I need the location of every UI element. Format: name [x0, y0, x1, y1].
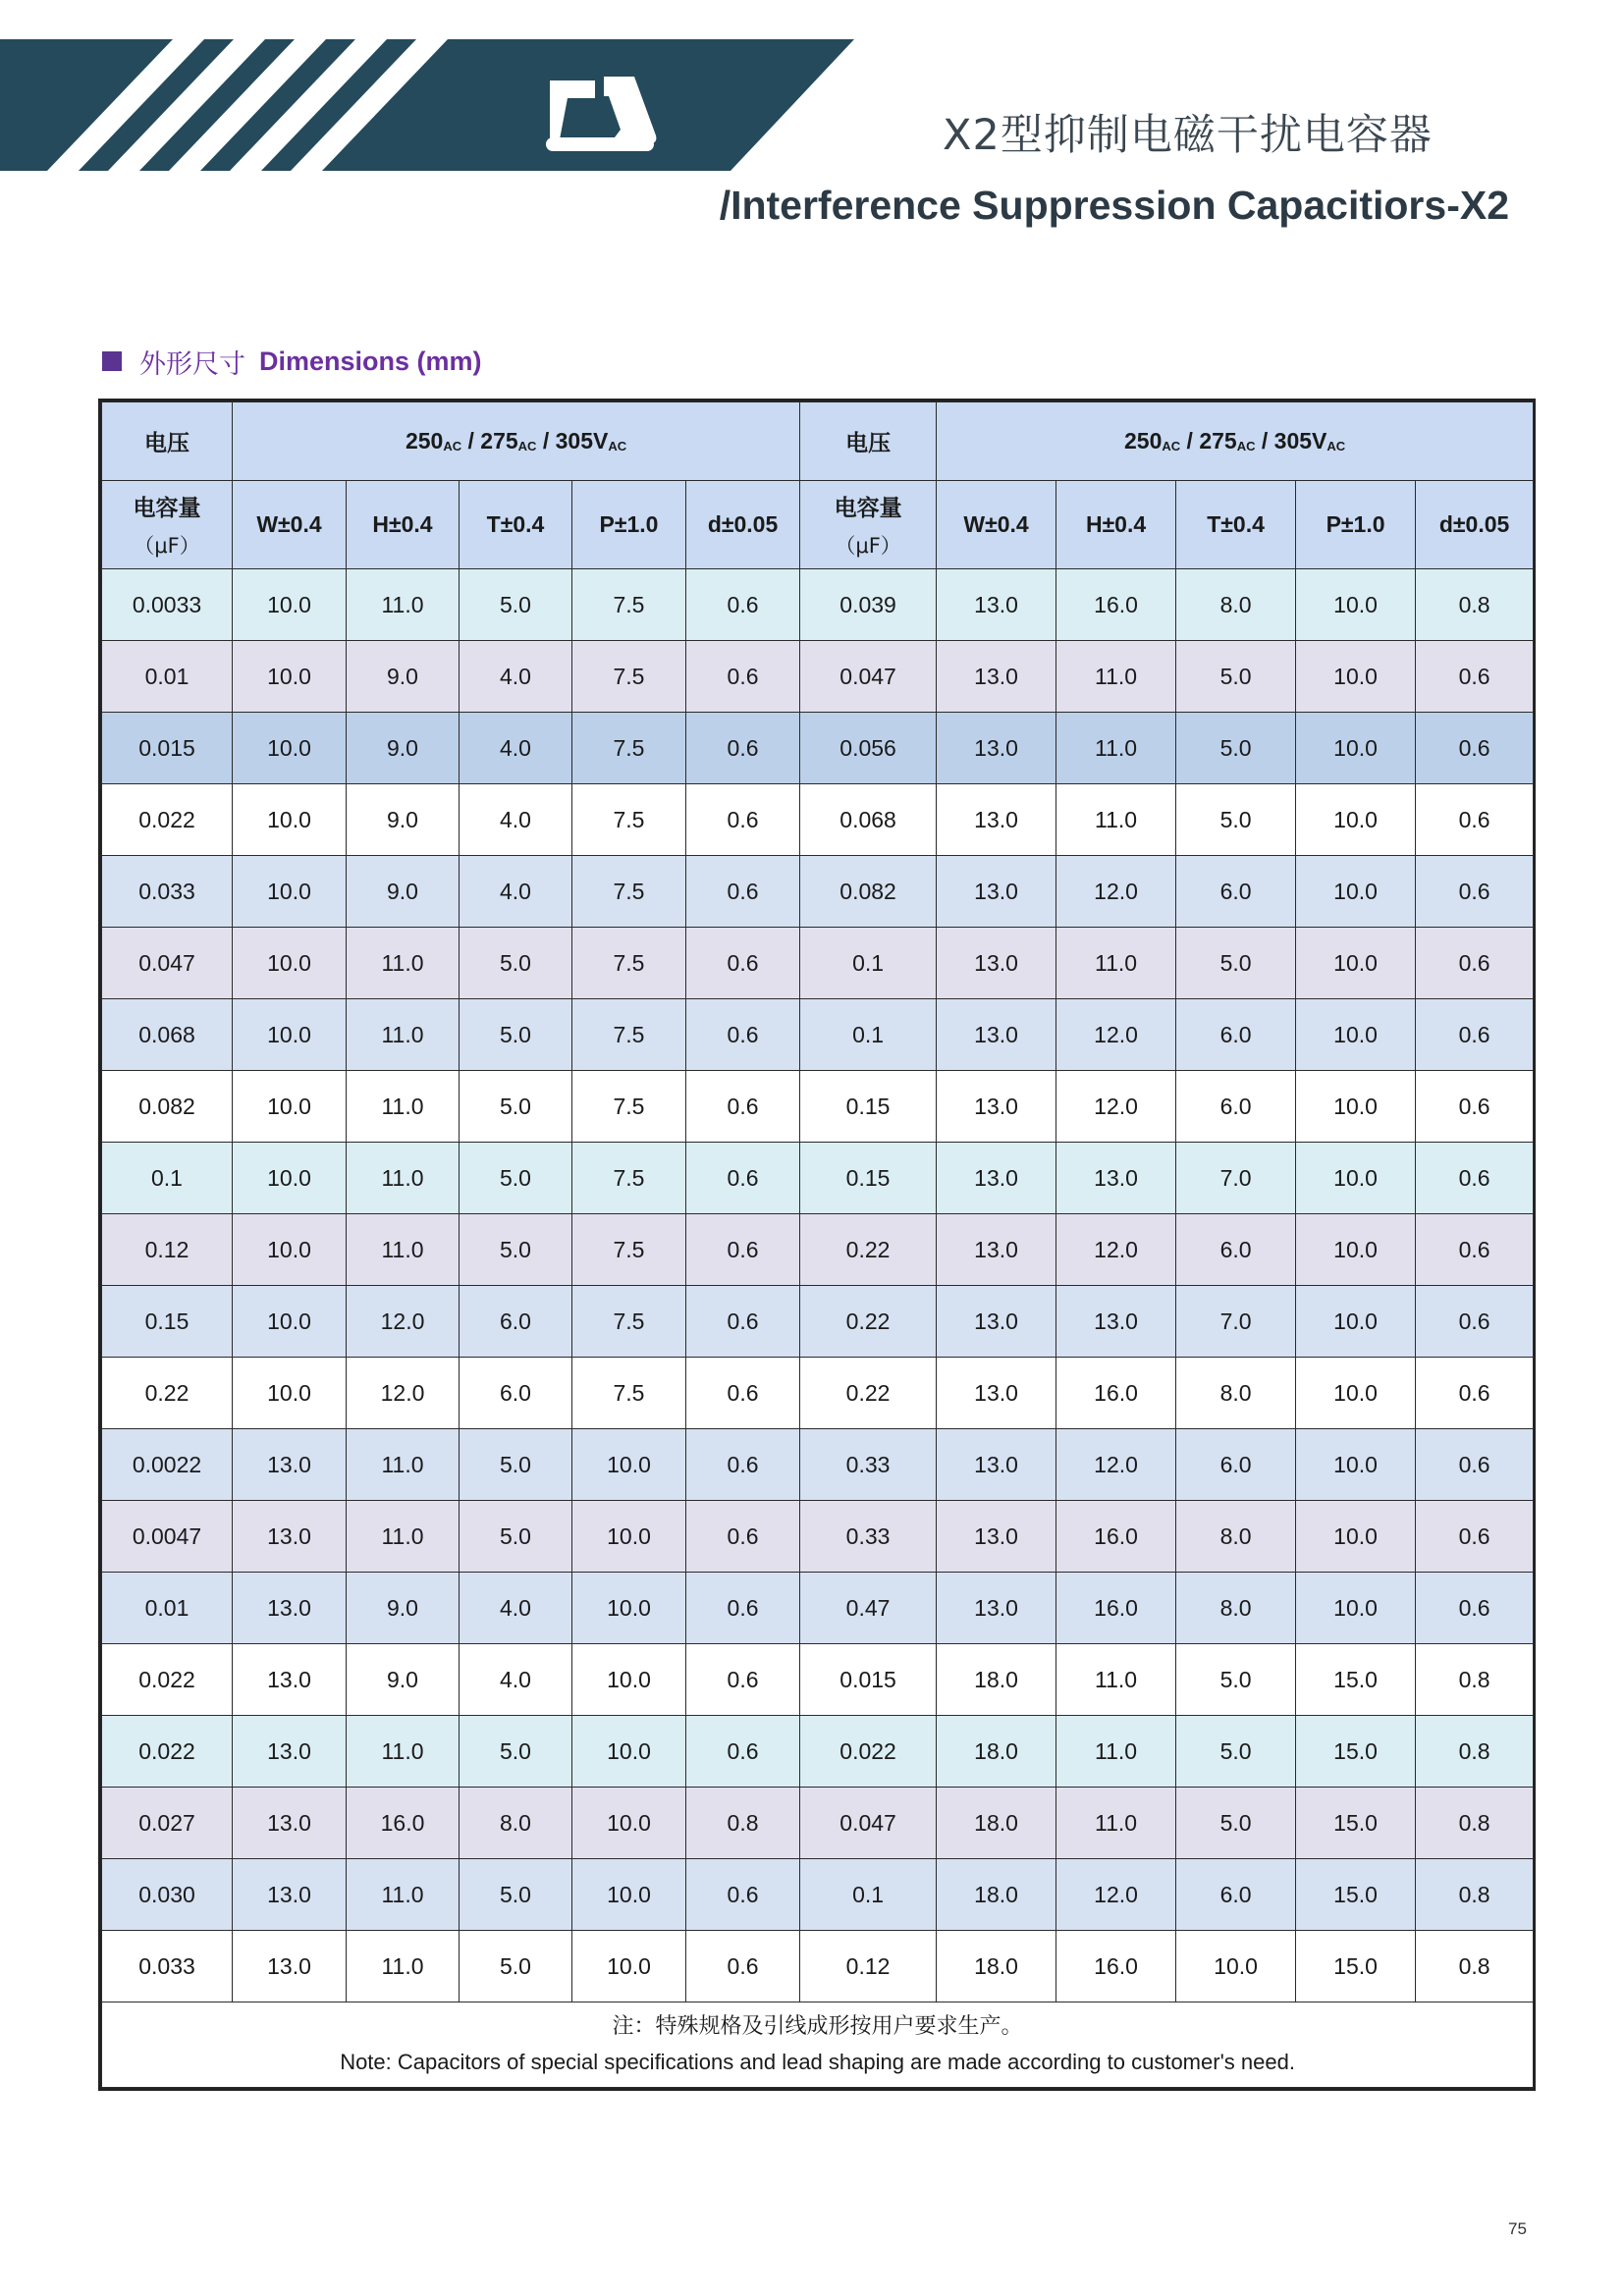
table-cell: 0.6: [686, 1214, 800, 1286]
table-cell: 8.0: [460, 1788, 572, 1859]
table-cell: 13.0: [937, 1214, 1056, 1286]
table-cell: 5.0: [460, 928, 572, 999]
table-cell: 10.0: [572, 1716, 686, 1788]
table-cell: 10.0: [233, 1286, 347, 1358]
table-cell: 5.0: [1176, 928, 1296, 999]
table-cell: 18.0: [937, 1931, 1056, 2002]
table-cell: 0.6: [686, 1859, 800, 1931]
table-cell: 0.068: [102, 999, 233, 1071]
table-cell: 7.5: [572, 1214, 686, 1286]
table-cell: 10.0: [1296, 928, 1416, 999]
table-cell: 18.0: [937, 1859, 1056, 1931]
table-cell: 10.0: [1296, 713, 1416, 784]
table-cell: 10.0: [1296, 641, 1416, 713]
capacitance-header-left: 电容量 （μF）: [102, 481, 233, 569]
table-cell: 7.0: [1176, 1286, 1296, 1358]
table-cell: 0.033: [102, 856, 233, 928]
voltage-value-left: $250_{AC} / 275_{AC} / 305V_{AC}$: [233, 402, 800, 481]
table-cell: 10.0: [1296, 1143, 1416, 1214]
table-cell: 11.0: [347, 1429, 460, 1501]
note-en: Note: Capacitors of special specifications and lead shaping are made according to customer's need.: [340, 2050, 1295, 2074]
table-cell: 13.0: [233, 1501, 347, 1573]
table-note: [102, 2002, 1534, 2088]
table-cell: 16.0: [1056, 569, 1176, 641]
table-row: [102, 1859, 1534, 1931]
table-cell: 0.6: [686, 784, 800, 856]
table-cell: 0.6: [1416, 1071, 1534, 1143]
table-cell: 5.0: [460, 1429, 572, 1501]
table-cell: 0.027: [102, 1788, 233, 1859]
table-cell: 13.0: [937, 1358, 1056, 1429]
table-cell: 11.0: [1056, 641, 1176, 713]
table-cell: 10.0: [1296, 1429, 1416, 1501]
table-cell: 6.0: [1176, 1859, 1296, 1931]
table-cell: 7.5: [572, 1143, 686, 1214]
page-title-en: /Interference Suppression Capacitiors-X2: [719, 183, 1509, 228]
table-cell: 15.0: [1296, 1716, 1416, 1788]
table-cell: 12.0: [347, 1358, 460, 1429]
table-cell: 16.0: [1056, 1931, 1176, 2002]
table-cell: 0.6: [686, 569, 800, 641]
table-cell: 13.0: [937, 928, 1056, 999]
table-cell: 0.082: [800, 856, 937, 928]
table-cell: 10.0: [233, 784, 347, 856]
table-cell: 0.12: [102, 1214, 233, 1286]
table-cell: 13.0: [937, 1143, 1056, 1214]
voltage-header-left: 电压: [102, 402, 233, 481]
table-cell: 0.6: [1416, 1573, 1534, 1644]
col-d-right: d±0.05: [1416, 481, 1534, 569]
table-cell: 10.0: [1296, 1071, 1416, 1143]
table-cell: 7.5: [572, 1286, 686, 1358]
table-cell: 5.0: [460, 1931, 572, 2002]
table-cell: 13.0: [937, 641, 1056, 713]
table-cell: 7.5: [572, 713, 686, 784]
table-cell: 0.6: [686, 1501, 800, 1573]
table-cell: 11.0: [347, 928, 460, 999]
table-cell: 7.5: [572, 569, 686, 641]
table-cell: 4.0: [460, 784, 572, 856]
table-cell: 5.0: [460, 1143, 572, 1214]
table-cell: 0.1: [800, 999, 937, 1071]
table-cell: 11.0: [347, 1931, 460, 2002]
table-cell: 16.0: [1056, 1501, 1176, 1573]
table-cell: 0.6: [1416, 713, 1534, 784]
table-cell: 0.1: [800, 928, 937, 999]
table-cell: 0.6: [1416, 784, 1534, 856]
table-cell: 11.0: [1056, 1644, 1176, 1716]
table-cell: 13.0: [937, 1501, 1056, 1573]
table-cell: 10.0: [572, 1429, 686, 1501]
table-cell: 10.0: [572, 1573, 686, 1644]
table-cell: 11.0: [347, 999, 460, 1071]
col-p-left: P±1.0: [572, 481, 686, 569]
table-cell: 11.0: [1056, 713, 1176, 784]
table-cell: 5.0: [460, 1859, 572, 1931]
table-cell: 0.056: [800, 713, 937, 784]
table-cell: 11.0: [1056, 784, 1176, 856]
table-cell: 12.0: [1056, 999, 1176, 1071]
table-cell: 5.0: [1176, 1716, 1296, 1788]
table-cell: 5.0: [460, 1501, 572, 1573]
table-cell: 13.0: [233, 1931, 347, 2002]
table-cell: 0.6: [1416, 1143, 1534, 1214]
table-cell: 11.0: [347, 1143, 460, 1214]
table-cell: 7.0: [1176, 1143, 1296, 1214]
table-cell: 0.6: [1416, 999, 1534, 1071]
table-cell: 10.0: [1296, 1214, 1416, 1286]
table-cell: 0.6: [686, 1716, 800, 1788]
table-cell: 11.0: [347, 1071, 460, 1143]
table-cell: 9.0: [347, 784, 460, 856]
table-cell: 10.0: [1296, 1358, 1416, 1429]
table-cell: 8.0: [1176, 569, 1296, 641]
table-row: [102, 1358, 1534, 1429]
table-cell: 12.0: [1056, 1214, 1176, 1286]
table-cell: 0.033: [102, 1931, 233, 2002]
table-cell: 0.12: [800, 1931, 937, 2002]
table-cell: 0.6: [1416, 1501, 1534, 1573]
table-cell: 0.8: [1416, 1788, 1534, 1859]
table-row: [102, 999, 1534, 1071]
table-cell: 0.6: [686, 928, 800, 999]
table-cell: 5.0: [1176, 1788, 1296, 1859]
table-row: [102, 1931, 1534, 2002]
table-cell: 0.33: [800, 1429, 937, 1501]
table-cell: 12.0: [1056, 1429, 1176, 1501]
table-row: [102, 784, 1534, 856]
page-number: 75: [1508, 2219, 1527, 2238]
table-cell: 5.0: [1176, 784, 1296, 856]
table-cell: 13.0: [233, 1716, 347, 1788]
col-t-left: T±0.4: [460, 481, 572, 569]
table-cell: 0.047: [102, 928, 233, 999]
col-w-right: W±0.4: [937, 481, 1056, 569]
table-cell: 6.0: [460, 1286, 572, 1358]
table-cell: 7.5: [572, 641, 686, 713]
table-cell: 10.0: [1296, 856, 1416, 928]
table-cell: 5.0: [460, 569, 572, 641]
table-cell: 5.0: [460, 1214, 572, 1286]
table-row: [102, 1071, 1534, 1143]
table-cell: 15.0: [1296, 1931, 1416, 2002]
table-cell: 7.5: [572, 928, 686, 999]
table-cell: 7.5: [572, 784, 686, 856]
table-cell: 18.0: [937, 1788, 1056, 1859]
table-cell: 9.0: [347, 856, 460, 928]
table-cell: 13.0: [937, 784, 1056, 856]
table-cell: 12.0: [1056, 856, 1176, 928]
table-cell: 10.0: [1296, 1573, 1416, 1644]
table-cell: 10.0: [572, 1501, 686, 1573]
table-cell: 11.0: [1056, 928, 1176, 999]
table-cell: 10.0: [233, 569, 347, 641]
table-cell: 4.0: [460, 856, 572, 928]
table-cell: 10.0: [572, 1644, 686, 1716]
table-cell: 0.039: [800, 569, 937, 641]
table-cell: 11.0: [347, 1501, 460, 1573]
table-cell: 0.6: [686, 999, 800, 1071]
table-cell: 0.022: [102, 1644, 233, 1716]
table-cell: 0.1: [800, 1859, 937, 1931]
table-row: [102, 1429, 1534, 1501]
table-row: [102, 1788, 1534, 1859]
table-cell: 4.0: [460, 641, 572, 713]
table-cell: 6.0: [1176, 1071, 1296, 1143]
table-cell: 10.0: [233, 999, 347, 1071]
table-cell: 0.1: [102, 1143, 233, 1214]
table-cell: 10.0: [233, 641, 347, 713]
voltage-value-right: $250_{AC} / 275_{AC} / 305V_{AC}$: [937, 402, 1534, 481]
table-cell: 0.068: [800, 784, 937, 856]
table-row: [102, 1143, 1534, 1214]
table-row: [102, 569, 1534, 641]
table-cell: 11.0: [347, 1859, 460, 1931]
table-cell: 6.0: [1176, 856, 1296, 928]
table-cell: 13.0: [937, 856, 1056, 928]
table-cell: 0.47: [800, 1573, 937, 1644]
table-row: [102, 1716, 1534, 1788]
square-bullet-icon: [102, 351, 122, 371]
table-cell: 0.22: [800, 1214, 937, 1286]
table-cell: 7.5: [572, 999, 686, 1071]
table-cell: 10.0: [1296, 784, 1416, 856]
table-cell: 0.082: [102, 1071, 233, 1143]
table-cell: 7.5: [572, 1358, 686, 1429]
table-cell: 0.15: [102, 1286, 233, 1358]
table-cell: 11.0: [347, 1716, 460, 1788]
table-cell: 9.0: [347, 1573, 460, 1644]
table-cell: 0.22: [800, 1358, 937, 1429]
table-row: [102, 1644, 1534, 1716]
table-cell: 0.6: [686, 1358, 800, 1429]
table-cell: 10.0: [233, 1358, 347, 1429]
table-cell: 0.22: [102, 1358, 233, 1429]
table-cell: 13.0: [937, 999, 1056, 1071]
section-heading: [102, 344, 482, 379]
table-row: [102, 1286, 1534, 1358]
col-h-right: H±0.4: [1056, 481, 1176, 569]
table-cell: 0.8: [686, 1788, 800, 1859]
table-cell: 12.0: [1056, 1859, 1176, 1931]
table-cell: 13.0: [937, 1071, 1056, 1143]
table-body: [102, 569, 1534, 2002]
table-cell: 0.22: [800, 1286, 937, 1358]
table-cell: 11.0: [347, 569, 460, 641]
table-cell: 9.0: [347, 713, 460, 784]
table-cell: 0.6: [686, 1644, 800, 1716]
table-cell: 9.0: [347, 641, 460, 713]
table-cell: 10.0: [1296, 1286, 1416, 1358]
header-banner: [0, 39, 854, 171]
table-cell: 0.01: [102, 641, 233, 713]
table-cell: 0.8: [1416, 1931, 1534, 2002]
table-cell: 0.6: [686, 1071, 800, 1143]
col-p-right: P±1.0: [1296, 481, 1416, 569]
table-cell: 10.0: [233, 928, 347, 999]
table-cell: 0.022: [102, 784, 233, 856]
table-cell: 4.0: [460, 713, 572, 784]
table-cell: 11.0: [1056, 1788, 1176, 1859]
table-cell: 11.0: [347, 1214, 460, 1286]
table-cell: 0.6: [686, 641, 800, 713]
table-cell: 13.0: [233, 1573, 347, 1644]
table-cell: 0.8: [1416, 1859, 1534, 1931]
section-title-cn: 外形尺寸: [139, 348, 245, 380]
table-cell: 0.0022: [102, 1429, 233, 1501]
table-cell: 15.0: [1296, 1788, 1416, 1859]
table-cell: 7.5: [572, 1071, 686, 1143]
note-cn: 注：特殊规格及引线成形按用户要求生产。: [612, 2014, 1023, 2039]
voltage-header-right: 电压: [800, 402, 937, 481]
col-h-left: H±0.4: [347, 481, 460, 569]
table-cell: 0.030: [102, 1859, 233, 1931]
table-cell: 7.5: [572, 856, 686, 928]
table-cell: 6.0: [1176, 999, 1296, 1071]
table-cell: 13.0: [937, 1286, 1056, 1358]
table-row: [102, 1573, 1534, 1644]
table-cell: 0.0033: [102, 569, 233, 641]
table-cell: 0.15: [800, 1071, 937, 1143]
table-cell: 0.047: [800, 1788, 937, 1859]
table-cell: 18.0: [937, 1716, 1056, 1788]
table-cell: 10.0: [1176, 1931, 1296, 2002]
col-d-left: d±0.05: [686, 481, 800, 569]
table-cell: 0.6: [686, 1429, 800, 1501]
table-row: [102, 1214, 1534, 1286]
table-cell: 5.0: [1176, 641, 1296, 713]
table-cell: 15.0: [1296, 1859, 1416, 1931]
table-cell: 0.8: [1416, 1716, 1534, 1788]
table-cell: 13.0: [233, 1788, 347, 1859]
table-row: [102, 928, 1534, 999]
table-cell: 13.0: [937, 1573, 1056, 1644]
table-cell: 0.6: [686, 1931, 800, 2002]
table-cell: 13.0: [233, 1429, 347, 1501]
table-cell: 0.022: [102, 1716, 233, 1788]
table-cell: 0.6: [686, 713, 800, 784]
table-cell: 0.6: [1416, 856, 1534, 928]
col-w-left: W±0.4: [233, 481, 347, 569]
table-cell: 0.8: [1416, 569, 1534, 641]
table-cell: 0.015: [102, 713, 233, 784]
table-cell: 0.8: [1416, 1644, 1534, 1716]
table-cell: 13.0: [233, 1859, 347, 1931]
table-cell: 0.015: [800, 1644, 937, 1716]
table-row: [102, 856, 1534, 928]
dimensions-table: [98, 399, 1536, 2091]
table-cell: 4.0: [460, 1644, 572, 1716]
table-cell: 4.0: [460, 1573, 572, 1644]
table-cell: 10.0: [1296, 999, 1416, 1071]
table-cell: 0.6: [1416, 1214, 1534, 1286]
table-cell: 13.0: [233, 1644, 347, 1716]
table-cell: 5.0: [1176, 713, 1296, 784]
table-cell: 0.15: [800, 1143, 937, 1214]
table-cell: 16.0: [347, 1788, 460, 1859]
table-cell: 16.0: [1056, 1358, 1176, 1429]
table-cell: 12.0: [1056, 1071, 1176, 1143]
table-cell: 0.33: [800, 1501, 937, 1573]
table-cell: 8.0: [1176, 1573, 1296, 1644]
table-cell: 5.0: [460, 1071, 572, 1143]
table-cell: 13.0: [937, 713, 1056, 784]
table-cell: 0.6: [686, 856, 800, 928]
table-cell: 6.0: [1176, 1214, 1296, 1286]
table-cell: 5.0: [1176, 1644, 1296, 1716]
table-cell: 0.6: [1416, 1429, 1534, 1501]
table-cell: 15.0: [1296, 1644, 1416, 1716]
table-cell: 16.0: [1056, 1573, 1176, 1644]
page-title-cn: X2型抑制电磁干扰电容器: [943, 111, 1433, 160]
table-cell: 0.6: [1416, 928, 1534, 999]
section-title-en: Dimensions (mm): [259, 346, 482, 376]
table-cell: 10.0: [233, 1143, 347, 1214]
table-cell: 13.0: [937, 1429, 1056, 1501]
table-cell: 10.0: [233, 856, 347, 928]
table-cell: 12.0: [347, 1286, 460, 1358]
table-cell: 13.0: [1056, 1286, 1176, 1358]
col-t-right: T±0.4: [1176, 481, 1296, 569]
table-cell: 13.0: [1056, 1143, 1176, 1214]
table-cell: 0.047: [800, 641, 937, 713]
table-cell: 0.6: [686, 1286, 800, 1358]
table-cell: 0.6: [1416, 1358, 1534, 1429]
table-cell: 10.0: [1296, 1501, 1416, 1573]
table-cell: 10.0: [233, 713, 347, 784]
table-cell: 0.022: [800, 1716, 937, 1788]
table-cell: 5.0: [460, 999, 572, 1071]
table-cell: 0.6: [1416, 641, 1534, 713]
table-row: [102, 713, 1534, 784]
table-cell: 10.0: [572, 1859, 686, 1931]
capacitance-header-right: 电容量 （μF）: [800, 481, 937, 569]
table-cell: 6.0: [1176, 1429, 1296, 1501]
table-cell: 8.0: [1176, 1501, 1296, 1573]
table-cell: 0.6: [1416, 1286, 1534, 1358]
table-cell: 10.0: [1296, 569, 1416, 641]
table-cell: 13.0: [937, 569, 1056, 641]
table-cell: 9.0: [347, 1644, 460, 1716]
table-cell: 0.6: [686, 1573, 800, 1644]
table-cell: 10.0: [572, 1931, 686, 2002]
table-cell: 11.0: [1056, 1716, 1176, 1788]
table-cell: 5.0: [460, 1716, 572, 1788]
table-cell: 10.0: [572, 1788, 686, 1859]
table-cell: 18.0: [937, 1644, 1056, 1716]
table-row: [102, 641, 1534, 713]
table-cell: 0.01: [102, 1573, 233, 1644]
table-cell: 10.0: [233, 1071, 347, 1143]
table-cell: 10.0: [233, 1214, 347, 1286]
table-cell: 6.0: [460, 1358, 572, 1429]
table-cell: 0.0047: [102, 1501, 233, 1573]
table-row: [102, 1501, 1534, 1573]
table-cell: 8.0: [1176, 1358, 1296, 1429]
table-cell: 0.6: [686, 1143, 800, 1214]
